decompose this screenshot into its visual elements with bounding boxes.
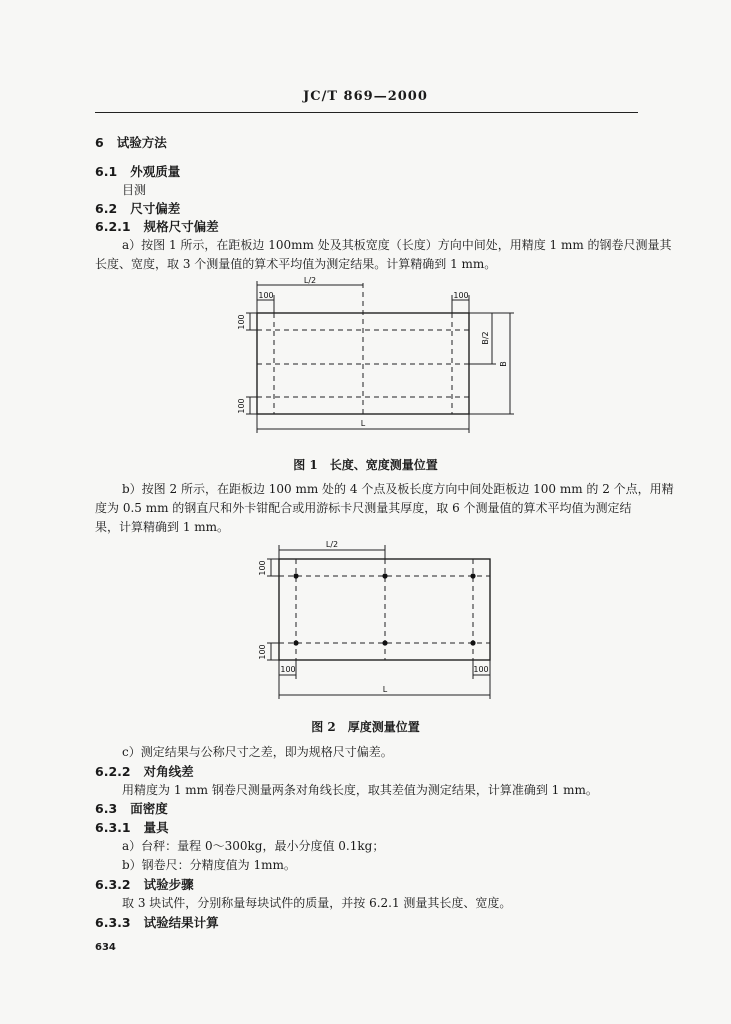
section-6-2-1-number: 6.2.1 — [95, 219, 131, 234]
fig2-label-half-length: L/2 — [325, 540, 339, 549]
section-6-2-2-number: 6.2.2 — [95, 764, 131, 779]
section-6-3-3-number: 6.3.3 — [95, 915, 131, 930]
fig1-label-width: B — [499, 361, 508, 367]
section-6-1-body: 目测 — [122, 183, 147, 197]
fig2-label-bottom-100: 100 — [258, 644, 267, 660]
section-6-2-2-title: 对角线差 — [143, 764, 194, 779]
fig1-label-left-100: 100 — [258, 291, 274, 300]
section-6-heading — [95, 133, 167, 151]
fig1-label-bottom-100: 100 — [237, 398, 246, 414]
section-6-1-number: 6.1 — [95, 164, 118, 179]
section-6-1-heading — [95, 162, 180, 180]
document-header: JC/T 869—2000 — [303, 89, 428, 104]
fig2-point-bottom-center — [382, 640, 387, 645]
fig2-point-bottom-left — [293, 640, 298, 645]
fig2-point-bottom-right — [470, 640, 475, 645]
page-number: 634 — [95, 942, 116, 953]
fig2-label-right-100: 100 — [473, 665, 489, 674]
section-6-3-2-heading — [95, 875, 194, 893]
fig1-label-top-100: 100 — [237, 314, 246, 330]
figure-1-caption: 图 1 长度、宽度测量位置 — [293, 458, 438, 472]
para-a-line-2: 长度、宽度，取 3 个测量值的算术平均值为测定结果。计算精确到 1 mm。 — [95, 257, 497, 271]
section-6-3-1-heading — [95, 818, 169, 836]
section-6-1-title: 外观质量 — [130, 164, 181, 179]
section-6-2-number: 6.2 — [95, 201, 118, 216]
fig1-label-length: L — [360, 419, 366, 428]
para-b-line-3: 果，计算精确到 1 mm。 — [95, 520, 230, 534]
section-6-2-2-body: 用精度为 1 mm 钢卷尺测量两条对角线长度，取其差值为测定结果，计算准确到 1 mm。 — [122, 783, 598, 797]
fig1-label-right-100: 100 — [453, 291, 469, 300]
section-6-2-2-heading — [95, 762, 194, 780]
section-6-3-3-heading — [95, 913, 219, 931]
section-6-title: 试验方法 — [116, 135, 167, 150]
fig1-label-half-width: B/2 — [481, 331, 490, 345]
section-6-3-1-title: 量具 — [143, 820, 169, 835]
fig2-label-top-100: 100 — [258, 560, 267, 576]
section-6-2-1-heading — [95, 217, 219, 235]
figure-2-diagram — [255, 535, 505, 705]
para-b-line-1: b）按图 2 所示，在距板边 100 mm 处的 4 个点及板长度方向中间处距板边 100 mm 的 2 个点，用精 — [122, 482, 674, 496]
section-6-2-1-title: 规格尺寸偏差 — [143, 219, 219, 234]
section-6-3-1-item-b: b）钢卷尺：分精度值为 1mm。 — [122, 858, 296, 872]
figure-1-diagram — [230, 275, 520, 440]
figure-2-caption: 图 2 厚度测量位置 — [311, 720, 420, 734]
section-6-3-2-title: 试验步骤 — [143, 877, 194, 892]
fig1-label-half-length: L/2 — [303, 276, 317, 285]
section-6-3-heading — [95, 799, 168, 817]
header-rule — [95, 112, 638, 113]
para-a-line-1: a）按图 1 所示，在距板边 100mm 处及其板宽度（长度）方向中间处，用精度 1 mm 的钢卷尺测量其 — [122, 238, 672, 252]
section-6-3-2-body: 取 3 块试件，分别称量每块试件的质量，并按 6.2.1 测量其长度、宽度。 — [122, 896, 512, 910]
section-6-number: 6 — [95, 135, 104, 150]
fig2-point-top-right — [470, 573, 475, 578]
fig2-point-top-left — [293, 573, 298, 578]
section-6-3-title: 面密度 — [130, 801, 168, 816]
section-6-3-2-number: 6.3.2 — [95, 877, 131, 892]
fig2-point-top-center — [382, 573, 387, 578]
section-6-3-3-title: 试验结果计算 — [143, 915, 219, 930]
fig2-label-length: L — [382, 685, 388, 694]
para-c: c）测定结果与公称尺寸之差，即为规格尺寸偏差。 — [122, 745, 393, 759]
section-6-2-heading — [95, 199, 180, 217]
section-6-2-title: 尺寸偏差 — [130, 201, 181, 216]
section-6-3-1-number: 6.3.1 — [95, 820, 131, 835]
section-6-3-1-item-a: a）台秤：量程 0～300kg，最小分度值 0.1kg； — [122, 839, 385, 853]
para-b-line-2: 度为 0.5 mm 的钢直尺和外卡钳配合或用游标卡尺测量其厚度，取 6 个测量值的算术平均值为测定结 — [95, 501, 632, 515]
section-6-3-number: 6.3 — [95, 801, 118, 816]
fig2-label-left-100: 100 — [280, 665, 296, 674]
